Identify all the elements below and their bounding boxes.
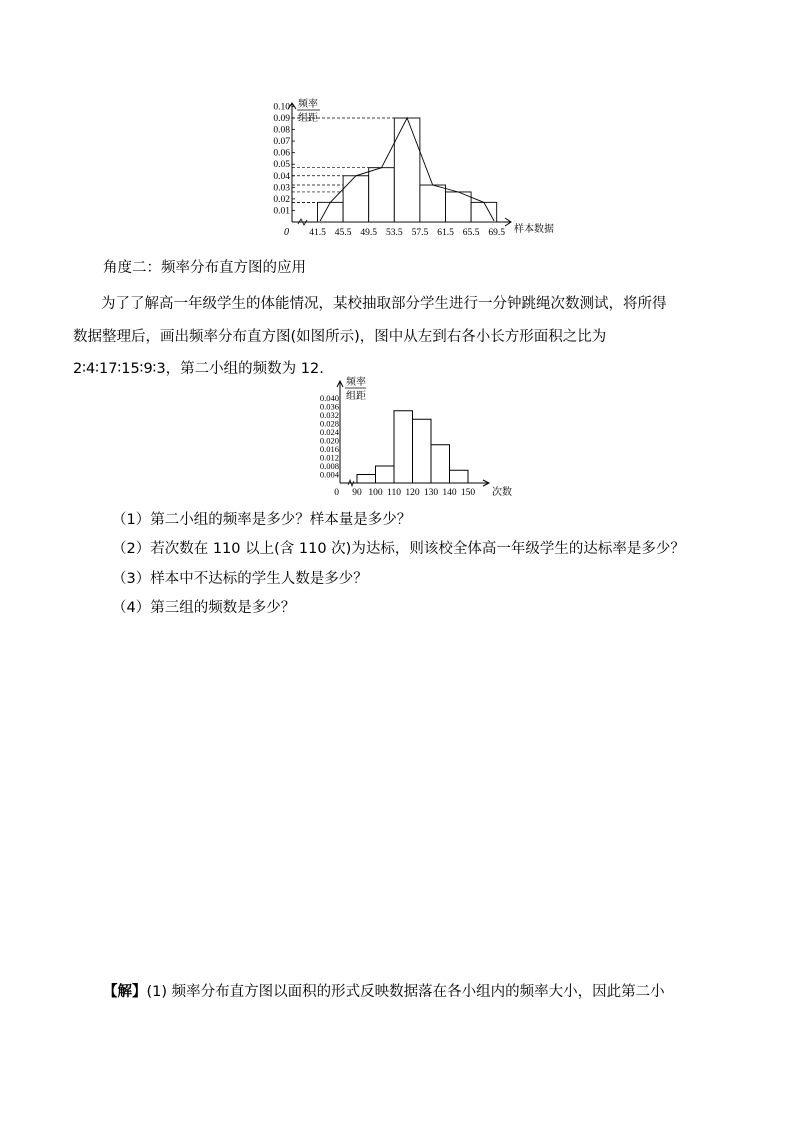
- histogram-bar: [357, 475, 376, 484]
- x-tick-label: 65.5: [462, 228, 480, 238]
- x-tick-label: 100: [368, 488, 383, 498]
- y-tick-label: 0.028: [319, 418, 339, 429]
- solution-text: (1) 频率分布直方图以面积的形式反映数据落在各小组内的频率大小，因此第二小: [146, 984, 665, 1000]
- y-tick-label: 0.08: [273, 125, 290, 136]
- section-heading: 角度二：频率分布直方图的应用: [103, 260, 306, 276]
- y-axis-label-top: 频率: [298, 99, 318, 110]
- y-tick-label: 0.008: [319, 461, 339, 471]
- paragraph-line-2: 数据整理后，画出频率分布直方图(如图所示)，图中从左到右各小长方形面积之比为: [73, 328, 607, 345]
- histogram-bar: [431, 445, 450, 483]
- solution-line: [103, 982, 665, 1002]
- x-tick-label: 150: [460, 488, 476, 498]
- y-tick-label: 0.04: [273, 171, 290, 182]
- axis-break-mark: [348, 480, 354, 486]
- y-tick-label: 0.040: [319, 393, 339, 403]
- chart-bars: [318, 118, 497, 222]
- y-tick-label: 0.07: [273, 137, 290, 148]
- x-axis-label: 样本数据: [514, 224, 554, 235]
- x-tick-label: 140: [442, 488, 457, 498]
- y-tick-label: 0.020: [319, 435, 339, 446]
- x-tick-label: 41.5: [309, 228, 326, 238]
- x-axis-label: 次数: [492, 487, 512, 498]
- y-tick-label: 0.05: [273, 160, 290, 171]
- y-tick-label: 0.016: [319, 444, 339, 454]
- y-tick-label: 0.032: [319, 410, 339, 420]
- x-tick-label: 120: [405, 488, 420, 498]
- histogram-bar: [450, 470, 469, 483]
- solution-tag: 【解】: [103, 984, 147, 1000]
- histogram-bar: [376, 466, 395, 483]
- x-tick-label: 45.5: [334, 228, 352, 238]
- question-1: （1）第二小组的频率是多少？样本量是多少？: [112, 512, 412, 528]
- y-axis-label-bottom: 组距: [346, 391, 366, 402]
- problem-paragraph: [73, 288, 723, 386]
- y-tick-label: 0.03: [273, 183, 290, 194]
- chart-bars: [357, 411, 468, 483]
- y-tick-label: 0.024: [319, 427, 339, 437]
- x-tick-label: 57.5: [411, 228, 429, 238]
- frequency-histogram-sample-data: [262, 96, 562, 244]
- x-tick-label: 53.5: [385, 228, 403, 238]
- y-tick-label: 0.012: [319, 452, 339, 463]
- question-4: （4）第三组的频数是多少？: [112, 600, 296, 616]
- y-tick-label: 0.10: [273, 102, 290, 113]
- origin-label: 0: [284, 227, 289, 238]
- histogram-bar: [446, 192, 472, 222]
- paragraph-line-3: 2∶4∶17∶15∶9∶3，第二小组的频数为 12.: [73, 361, 324, 377]
- y-tick-label: 0.06: [273, 148, 290, 159]
- x-tick-label: 49.5: [360, 228, 378, 238]
- y-tick-label: 0.01: [273, 206, 290, 217]
- histogram-bar: [369, 168, 395, 222]
- y-tick-label: 0.02: [273, 194, 290, 205]
- histogram-bar: [343, 176, 369, 222]
- x-tick-label: 61.5: [437, 228, 454, 238]
- question-3: （3）样本中不达标的学生人数是多少？: [112, 571, 368, 587]
- y-tick-label: 0.004: [319, 469, 339, 480]
- x-tick-label: 110: [387, 488, 401, 498]
- x-tick-label: 130: [423, 488, 439, 498]
- y-tick-label: 0.09: [273, 114, 290, 124]
- histogram-bar: [394, 118, 420, 222]
- histogram-bar: [413, 419, 432, 483]
- histogram-bar: [394, 411, 413, 483]
- y-tick-label: 0.036: [319, 401, 339, 412]
- axis-break-mark: [298, 219, 307, 225]
- frequency-histogram-jump-count: [319, 376, 522, 498]
- paragraph-line-1: 为了了解高一年级学生的体能情况，某校抽取部分学生进行一分钟跳绳次数测试，将所得: [101, 296, 667, 312]
- origin-label: 0: [334, 488, 339, 498]
- x-tick-label: 90: [352, 488, 362, 498]
- x-tick-label: 69.5: [488, 228, 506, 238]
- y-axis-label-bottom: 组距: [298, 113, 318, 124]
- question-2: （2）若次数在 110 以上(含 110 次)为达标，则该校全体高一年级学生的达标率是多少？: [112, 541, 685, 557]
- y-axis-label-top: 频率: [346, 377, 366, 388]
- histogram-bar: [420, 185, 446, 222]
